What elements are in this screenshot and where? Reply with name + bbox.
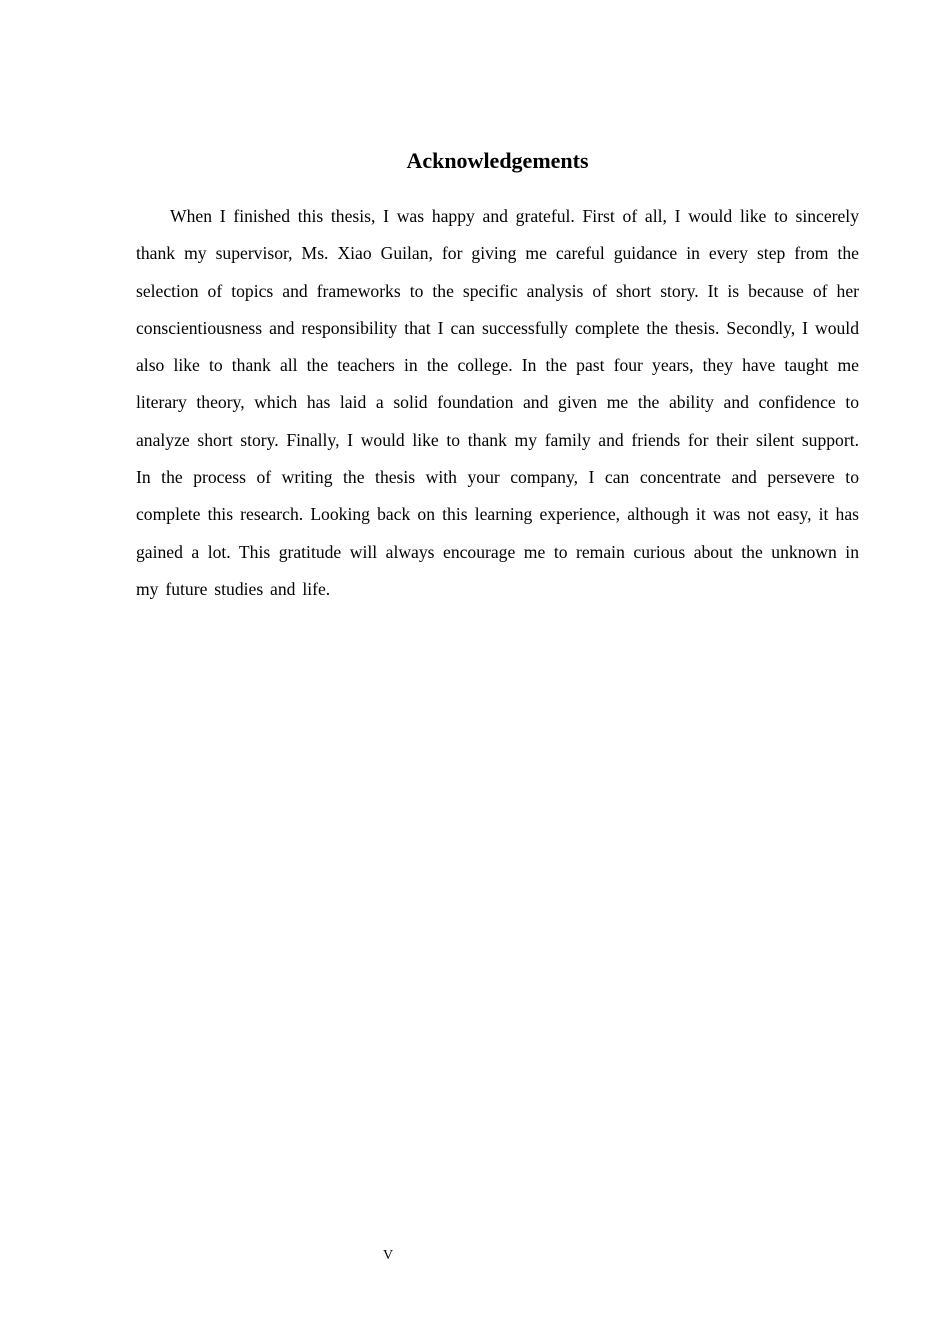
page-title: Acknowledgements (406, 148, 589, 173)
acknowledgements-paragraph: When I finished this thesis, I was happy and grateful. First of all, I would like to sincerely thank my supervisor, Ms. Xiao Guilan, for giving me careful guidance in every step from the selection of topics and frameworks to the specific analysis of short story. It is because of her conscientiousness and responsibility that I can successfully complete the thesis. Secondly, I would also like to thank all the teachers in the college. In the past four years, they have taught me literary theory, which has laid a solid foundation and given me the ability and confidence to analyze short story. Finally, I would like to thank my family and friends for their silent support. In the process of writing the thesis with your company, I can concentrate and persevere to complete this research. Looking back on this learning experience, although it was not easy, it has gained a lot. This gratitude will always encourage me to remain curious about the unknown in my future studies and life. (136, 206, 859, 599)
page-number: V (382, 1248, 394, 1263)
